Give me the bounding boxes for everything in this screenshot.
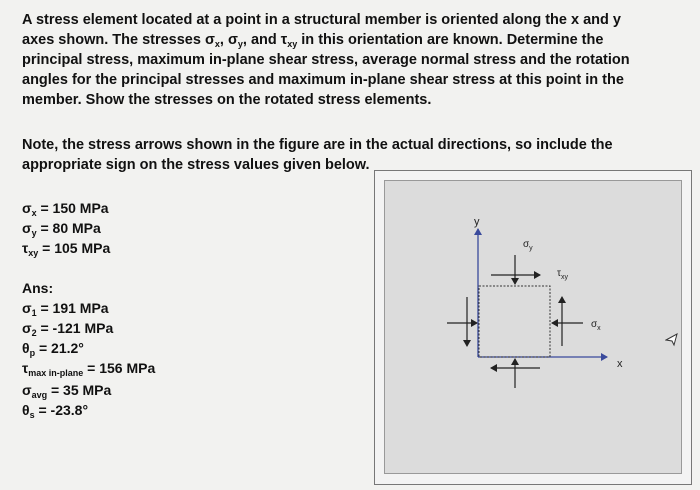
stress-element-square (479, 286, 550, 357)
problem-statement (22, 10, 682, 110)
sigma-x-label: $\sigma_x$ (591, 319, 601, 332)
x-axis-label: x (617, 358, 623, 370)
cursor-icon (665, 332, 679, 348)
answer-sigma-1: $\sigma_1 = 191$ MPa (22, 300, 109, 318)
note-line-1: Note, the stress arrows shown in the figure are in the actual directions, so include the (22, 137, 613, 153)
sigma-y-label: $\sigma_y$ (523, 239, 533, 252)
problem-line-1: A stress element located at a point in a structural member is oriented along the x and y (22, 12, 621, 28)
given-sigma-x: $\sigma_x = 150$ MPa (22, 200, 109, 218)
y-axis-label: y (474, 216, 480, 228)
given-sigma-y: $\sigma_y = 80$ MPa (22, 220, 101, 238)
problem-line-4: angles for the principal stresses and maximum in-plane shear stress at this point in the (22, 72, 624, 88)
answer-sigma-2: $\sigma_2 = -121$ MPa (22, 320, 114, 338)
stress-element-figure (374, 170, 692, 485)
problem-line-3: principal stress, maximum in-plane shear stress, average normal stress and the rotation (22, 52, 630, 68)
answers (22, 278, 155, 420)
answer-theta-s: $\theta_s = -23.8^\circ$ (22, 402, 89, 420)
stress-element-diagram (375, 171, 691, 484)
sign-note (22, 135, 682, 175)
note-line-2: appropriate sign on the stress values given below. (22, 157, 370, 173)
problem-line-5: member. Show the stresses on the rotated stress elements. (22, 92, 432, 108)
tau-xy-label: $\tau_{xy}$ (557, 268, 568, 281)
answers-label: Ans: (22, 280, 54, 296)
problem-line-2: axes shown. The stresses $\sigma_x$, $\sigma_y$, and $\tau_{xy}$ in this orientation are known. Determine the (22, 32, 604, 49)
given-stresses (22, 198, 110, 258)
given-tau-xy: $\tau_{xy} = 105$ MPa (22, 240, 111, 258)
answer-theta-p: $\theta_p = 21.2^\circ$ (22, 340, 84, 358)
answer-sigma-avg: $\sigma_{avg} = 35$ MPa (22, 382, 112, 400)
answer-tau-max: $\tau_{max in-plane} = 156$ MPa (22, 360, 156, 378)
